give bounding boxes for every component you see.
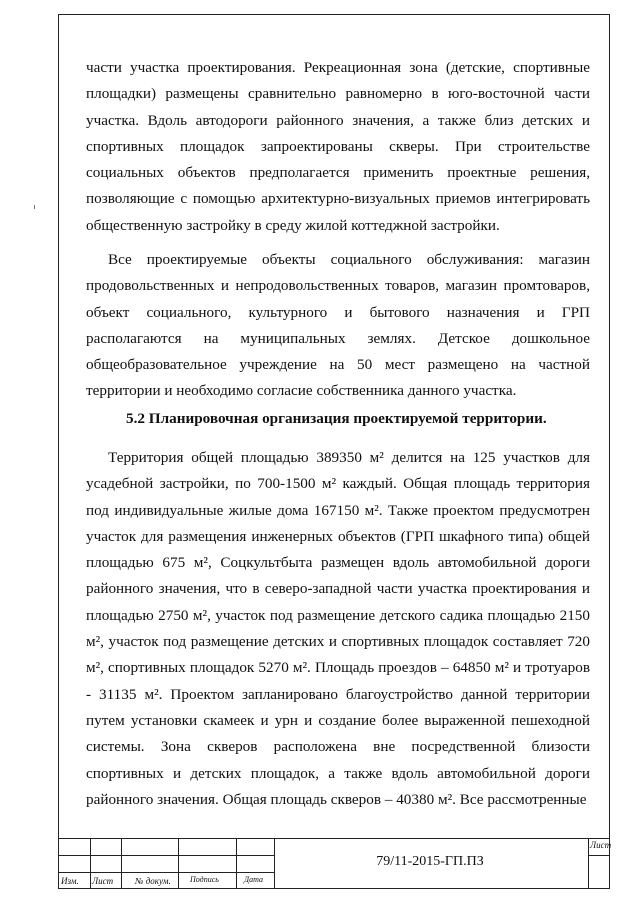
text-line: общеобразовательное учреждение на 50 мест размещено на частной xyxy=(86,356,590,374)
stamp-list-label: Лист xyxy=(92,876,114,886)
text-line: спортивных площадок запроектированы скверы. При строительстве xyxy=(86,137,590,155)
text-line: Все проектируемые объекты социального обслуживания: магазин xyxy=(108,251,590,268)
paragraph-3 xyxy=(86,445,590,813)
text-line: располагаются на муниципальных землях. Детское дошкольное xyxy=(86,329,590,347)
text-line: усадебной застройки, по 700-1500 м² каждый. Общая площадь территория xyxy=(86,475,590,493)
text-line: территории и необходимо согласие собственника данного участка. xyxy=(86,382,517,400)
text-line: м², спортивных площадок 5270 м². Площадь проездов – 64850 м² и тротуаров xyxy=(86,659,590,677)
text-line: Территория общей площадью 389350 м² делится на 125 участков для xyxy=(108,449,590,466)
text-line: участка. Вдоль автодороги районного значения, а также близ детских и xyxy=(86,111,590,129)
paragraph-1 xyxy=(86,55,590,239)
text-line: объект социального, культурного и бытового назначения и ГРП xyxy=(86,303,590,321)
text-line: - 31135 м². Проектом запланировано благоустройство данной территории xyxy=(86,685,590,703)
text-line: участок для размещения инженерных объектов (ГРП шкафного типа) общей xyxy=(86,527,590,545)
text-line: системы. Зона скверов расположена вне посредственной близости xyxy=(86,738,590,756)
text-line: м², участок под размещение детских и спортивных площадок составляет 720 xyxy=(86,633,590,651)
text-line: районного значения. Общая площадь скверов – 40380 м². Все рассмотренные xyxy=(86,790,587,808)
stamp-doc-no-label: № докум. xyxy=(135,876,171,886)
stamp-sheet-label: Лист xyxy=(590,840,612,850)
text-line: общественную застройку в среду жилой коттеджной застройки. xyxy=(86,216,500,234)
text-line: под индивидуальные жилые дома 167150 м². Также проектом предусмотрен xyxy=(86,501,590,519)
stamp-date-label: Дата xyxy=(244,875,263,884)
paragraph-2 xyxy=(86,247,590,405)
stamp-signature-label: Подпись xyxy=(190,875,219,884)
text-line: позволяющие с помощью архитектурно-визуальных приемов интегрировать xyxy=(86,190,590,208)
text-line: площадью 2750 м², участок под размещение детского садика площадью 2150 xyxy=(86,606,590,624)
text-line: социальных объектов предполагается применить проектные решения, xyxy=(86,164,590,182)
text-line: путем установки скамеек и урн и создание более выраженной пешеходной xyxy=(86,711,590,729)
text-line: продовольственных и непродовольственных товаров, магазин промтоваров, xyxy=(86,277,590,295)
text-line: районного значения, что в северо-западной части участка проектирования и xyxy=(86,580,590,598)
section-heading: 5.2 Планировочная организация проектируемой территории. xyxy=(126,410,547,427)
document-code: 79/11-2015-ГП.ПЗ xyxy=(376,854,484,869)
stamp-izm-label: Изм. xyxy=(61,876,79,886)
text-line: площадки) размещены сравнительно равномерно в юго-восточной части xyxy=(86,85,590,103)
margin-mark xyxy=(34,205,35,209)
text-line: части участка проектирования. Рекреационная зона (детские, спортивные xyxy=(86,59,590,76)
text-line: площадью 675 м², Соцкультбыта размещен вдоль автомобильной дороги xyxy=(86,554,590,572)
text-line: спортивных и детских площадок, а также вдоль автомобильной дороги xyxy=(86,764,590,782)
